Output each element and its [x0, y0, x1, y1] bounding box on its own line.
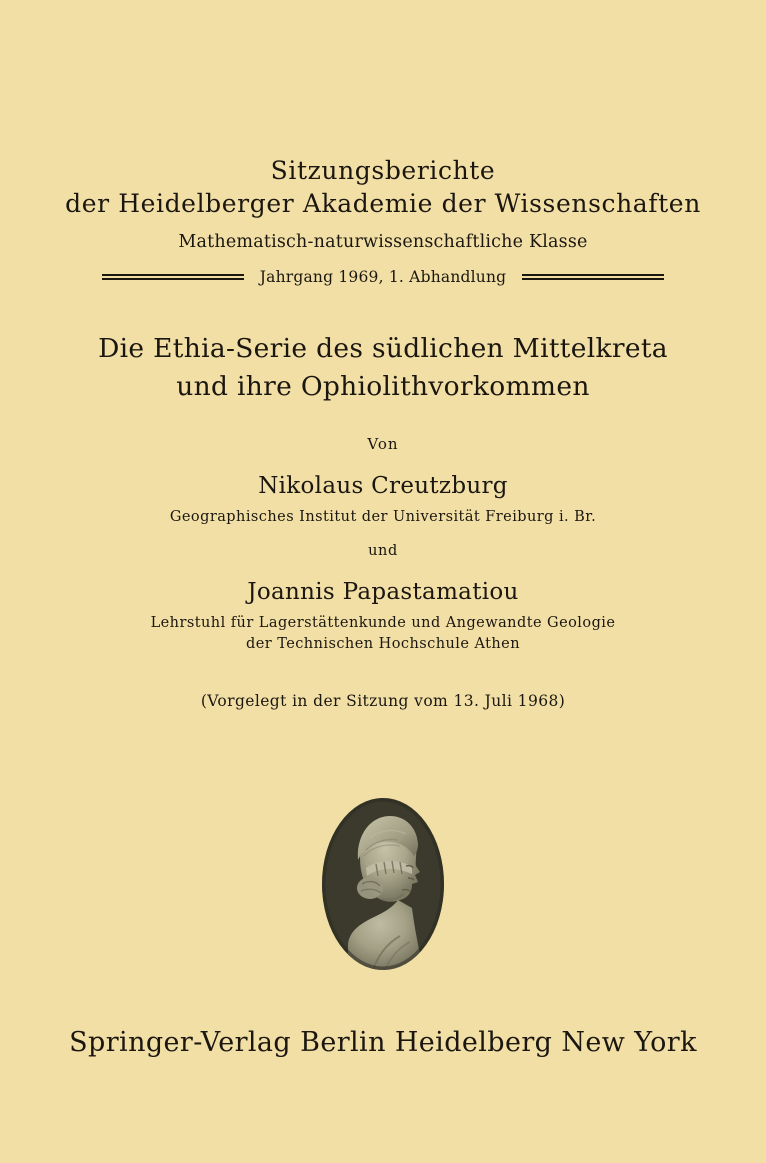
author-affiliation-2-line-1: Lehrstuhl für Lagerstättenkunde und Angewandte Geologie [150, 615, 616, 632]
author-block-1 [0, 453, 766, 528]
emblem-container [0, 796, 766, 972]
athena-profile-medallion-icon [320, 796, 446, 972]
byline-label: Von [367, 435, 399, 454]
author-affiliation-1: Geographisches Institut der Universität Freiburg i. Br. [169, 509, 597, 526]
series-klasse: Mathematisch-naturwissenschaftliche Klasse [178, 232, 588, 252]
volume-text: Jahrgang 1969, 1. Abhandlung [259, 268, 507, 286]
volume-row [0, 268, 766, 286]
decorative-rule-left [102, 274, 244, 280]
series-header [0, 156, 766, 252]
title-line-2: und ihre Ophiolithvorkommen [176, 370, 590, 402]
author-affiliation-2-line-2: der Technischen Hochschule Athen [246, 636, 520, 653]
publisher-imprint: Springer-Verlag Berlin Heidelberg New York [69, 1027, 697, 1059]
presentation-note: (Vorgelegt in der Sitzung vom 13. Juli 1968) [200, 692, 566, 711]
series-title-line-2: der Heidelberger Akademie der Wissenschaften [65, 188, 701, 218]
author-block-2 [0, 559, 766, 655]
series-title-line-1: Sitzungsberichte [270, 156, 496, 185]
title-line-1: Die Ethia-Serie des südlichen Mittelkreta [98, 333, 668, 364]
page-title [0, 330, 766, 405]
author-name-2: Joannis Papastamatiou [247, 579, 519, 606]
author-name-1: Nikolaus Creutzburg [258, 473, 508, 500]
decorative-rule-right [522, 274, 664, 280]
byline-conjunction: und [368, 543, 398, 560]
